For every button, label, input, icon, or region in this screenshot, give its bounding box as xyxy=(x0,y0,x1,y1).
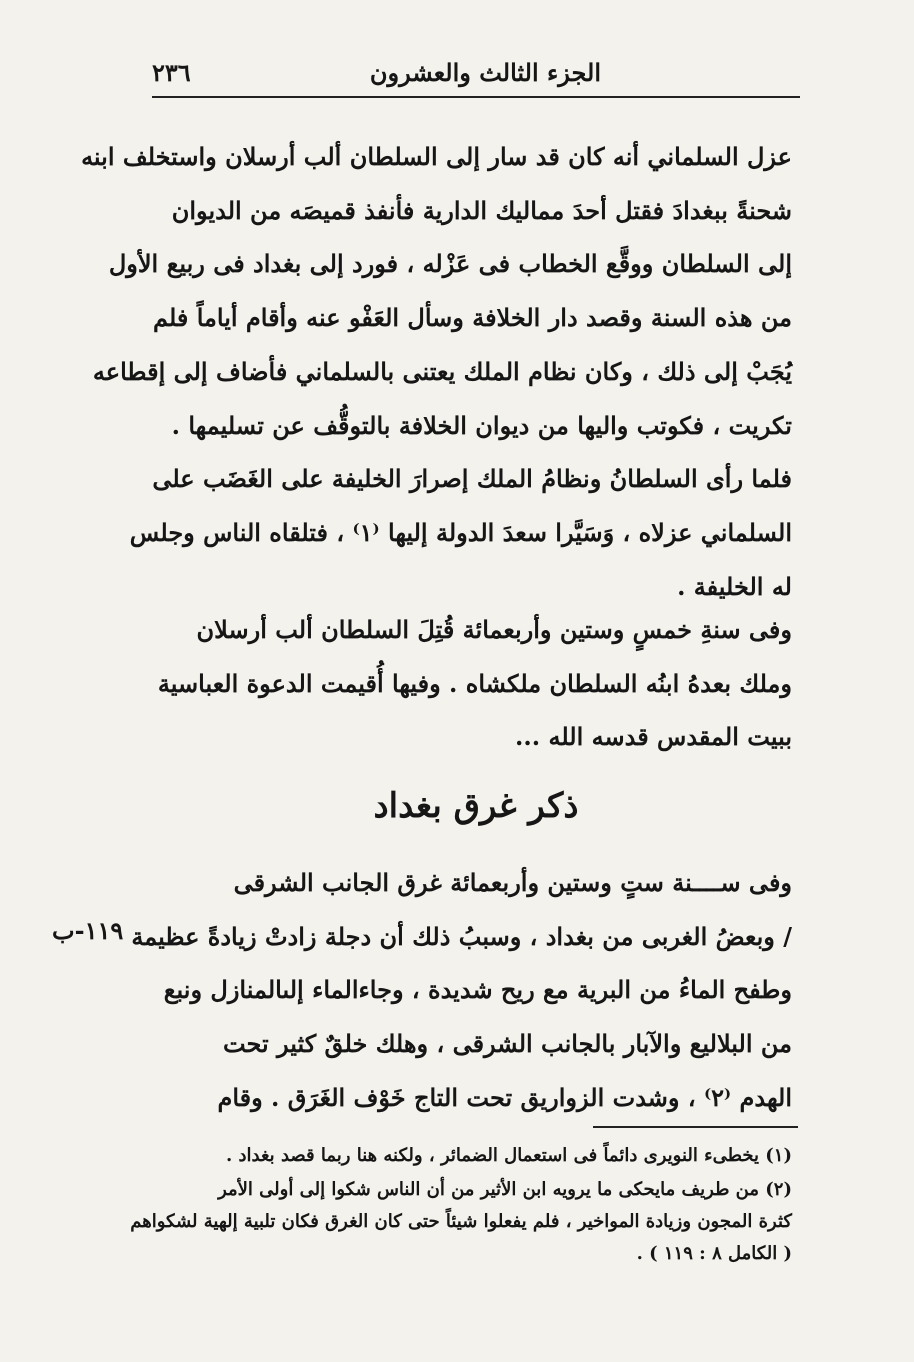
text-line: الهدم ⁽٢⁾ ، وشدت الزواريق تحت التاج خَوْف الغَرَق . وقام xyxy=(217,1082,792,1112)
text-line: وملك بعدهُ ابنُه السلطان ملكشاه . وفيها أُقيمت الدعوة العباسية xyxy=(157,668,792,698)
text-line: شحنةً ببغدادَ فقتل أحدَ مماليك الدارية فأنفذ قميصَه من الديوان xyxy=(171,195,792,225)
text-line: وفى سنةِ خمسٍ وستين وأربعمائة قُتِلَ السلطان ألب أرسلان xyxy=(196,615,792,644)
text-line: السلماني عزلاه ، وَسَيَّرا سعدَ الدولة إليها ⁽١⁾ ، فتلقاه الناس وجلس xyxy=(129,517,792,547)
text-line: له الخليفة . xyxy=(677,571,792,601)
text-line: فلما رأى السلطانُ ونظامُ الملك إصرارَ الخليفة على الغَضَب على xyxy=(152,464,792,494)
header-rule xyxy=(152,96,800,98)
running-header xyxy=(152,56,797,90)
footnote-2 xyxy=(130,1174,792,1270)
text-line: من البلاليع والآبار بالجانب الشرقى ، وهلك خلقٌ كثير تحت xyxy=(222,1029,792,1059)
footnote-line: كثرة المجون وزيادة المواخير ، فلم يفعلوا شيئاً حتى كان الغرق فكان تلبية إلهية لشكواهم xyxy=(130,1211,792,1232)
text-line: من هذه السنة وقصد دار الخلافة وسأل العَفْو عنه وأقام أياماً فلم xyxy=(152,303,792,333)
footnote-line: (٢) من طريف مايحكى ما يرويه ابن الأثير من أن الناس شكوا إلى أولى الأمر xyxy=(218,1179,792,1200)
paragraph-2 xyxy=(157,603,792,764)
footnote-line: ( الكامل ٨ : ١١٩ ) . xyxy=(636,1243,792,1264)
text-line: عزل السلماني أنه كان قد سار إلى السلطان ألب أرسلان واستخلف ابنه xyxy=(81,142,792,171)
text-line: يُجَبْ إلى ذلك ، وكان نظام الملك يعتنى بالسلماني فأضاف إلى إقطاعه xyxy=(92,356,792,386)
paragraph-1 xyxy=(81,130,792,613)
text-line: وفى ســــنة ستٍ وستين وأربعمائة غرق الجانب الشرقى xyxy=(233,868,792,897)
text-line: تكريت ، فكوتب واليها من ديوان الخلافة بالتوقُّف عن تسليمها . xyxy=(171,410,792,440)
text-line: وطفح الماءُ من البرية مع ريح شديدة ، وجاءالماء إلىالمنازل ونبع xyxy=(163,975,792,1005)
section-paragraph xyxy=(131,856,792,1125)
manuscript-folio-note: ١١٩-ب xyxy=(52,916,124,945)
footnote-1 xyxy=(160,1140,792,1172)
section-heading: ذكر غرق بغداد xyxy=(373,786,579,826)
running-title: الجزء الثالث والعشرون xyxy=(369,58,601,87)
text-line: / وبعضُ الغربى من بغداد ، وسببُ ذلك أن دجلة زادتْ زيادةً عظيمة xyxy=(131,921,792,951)
footnote-line: (١) يخطىء النويرى دائماً فى استعمال الضمائر ، ولكنه هنا ربما قصد بغداد . xyxy=(225,1145,792,1166)
text-line: ببيت المقدس قدسه الله ... xyxy=(515,722,792,752)
page-number: ٢٣٦ xyxy=(152,58,191,87)
text-line: إلى السلطان ووقَّع الخطاب فى عَزْله ، فورد إلى بغداد فى ربيع الأول xyxy=(108,249,792,279)
footnote-rule xyxy=(593,1126,798,1128)
